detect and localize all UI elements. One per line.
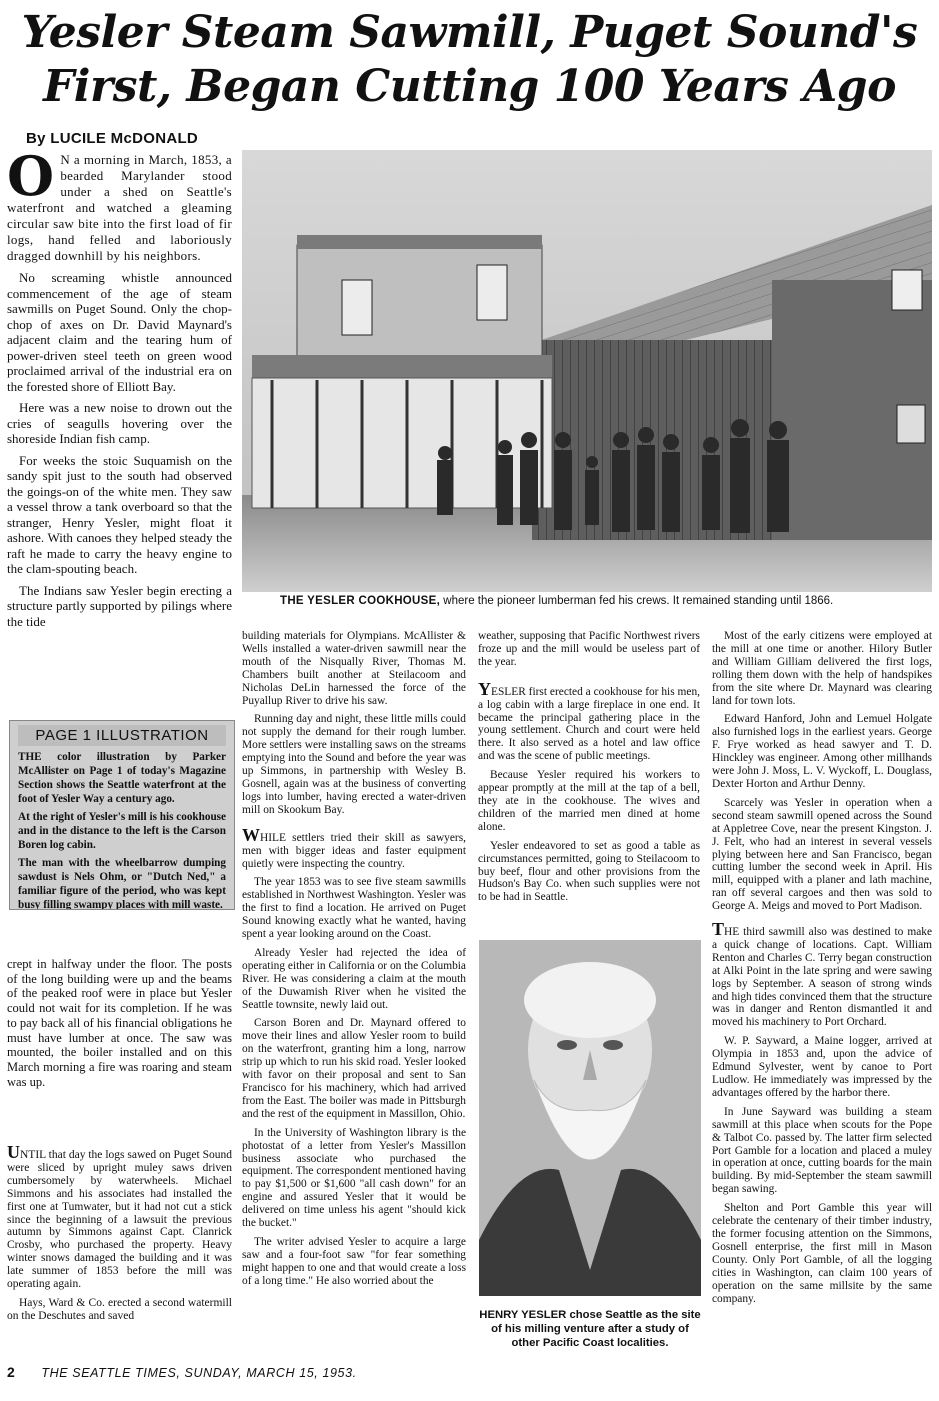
article-paragraph: For weeks the stoic Suquamish on the sandy spit just to the south had observed the goings-on of the white men. They saw a vessel throw a tank overboard so that the stranger, Henry Yesler, might float it ashore. With canoes they helped steady the raft he made to carry the heavy engine to the clam-spouting beach.: [7, 452, 232, 576]
box-title: PAGE 1 ILLUSTRATION: [18, 725, 226, 746]
article-paragraph: The writer advised Yesler to acquire a large saw and a four-foot saw "for fear something might happen to one and that would create a loss of a long time." He also worried about the: [242, 1235, 466, 1287]
lead-paragraph: [7, 144, 232, 264]
yesler-portrait-photo: [479, 940, 701, 1296]
article-paragraph: The Indians saw Yesler begin erecting a structure partly supported by pilings where the tide: [7, 582, 232, 629]
footer-dateline: THE SEATTLE TIMES, SUNDAY, MARCH 15, 1953.: [41, 1366, 357, 1380]
cookhouse-illustration: [242, 150, 932, 592]
article-paragraph: [712, 919, 932, 1029]
column-1: [7, 144, 232, 635]
column-2: [242, 630, 466, 1294]
box-paragraph: THE color illustration by Parker McAllister on Page 1 of today's Magazine Section shows the Seattle waterfront at the foot of Yesler Way a century ago.: [18, 751, 226, 805]
column-4: [712, 630, 932, 1311]
box-paragraph: At the right of Yesler's mill is his cookhouse and in the distance to the left is the Carson Boren log cabin.: [18, 811, 226, 851]
portrait-caption: HENRY YESLER chose Seattle as the site of his milling venture after a study of other Pacific Coast localities.: [479, 1309, 701, 1349]
article-paragraph: No screaming whistle announced commencement of the age of steam sawmills on Puget Sound. Only the chop-chop of axes on Dr. David Maynard's adjacent claim and the tearing hum of power-driven steel teeth on green wood proclaimed arrival of the industrial era on the forested shore of Elliott Bay.: [7, 270, 232, 394]
paragraph-text: NTIL that day the logs sawed on Puget Sound were sliced by upright muley saws driven cumbersomely by waterwheels. Michael Simmons and his associates had installed the first one at Tumwater, but it had not cut a stick since the beginning of a lawsuit the previous autumn by Simmons against Capt. Clanrick Crosby, who purchased the property. Heavy winter snows damaged the building and it was late summer of 1853 before the mill was operating again.: [7, 1149, 232, 1291]
article-paragraph: crept in halfway under the floor. The posts of the long building were up and the beams of the peaked roof were in place but Yesler could not wait for its completion. If he was to pay back all of his financial obligations he must have lumber at once. The saw was mounted, the boiler installed and on this March morning a fire was roaring and steam was up.: [7, 957, 232, 1089]
page-footer: [7, 1364, 357, 1380]
column-1-lower: [7, 1142, 232, 1329]
article-paragraph: W. P. Sayward, a Maine logger, arrived at Olympia in 1853 and, upon the advice of Edmund Sylvester, went by canoe to Port Ludlow. He immediately was impressed by the advantages offered by the harbor there.: [712, 1035, 932, 1099]
article-paragraph: Shelton and Port Gamble this year will celebrate the centenary of their timber industry, the former focusing attention on the Simmons, Gosnell enterprise, the first mill in Mason County. Only Port Gamble, of all the logging cities in Washington, can claim 100 years of operation on the same millsite by the same company.: [712, 1202, 932, 1305]
article-paragraph: [7, 1142, 232, 1291]
section-initial: T: [712, 919, 725, 940]
article-paragraph: The year 1853 was to see five steam sawmills established in Northwest Washington. Yesler was the first to find a location. He arrived on Puget Sound knowing exactly what he wanted, having spent a year looking around on the Coast.: [242, 876, 466, 941]
article-paragraph: weather, supposing that Pacific Northwest rivers froze up and the mill would be useless part of the year.: [478, 630, 700, 668]
paragraph-text: ESLER first erected a cookhouse for his men, a log cabin with a large fireplace in one end. It became the principal gathering place in the young settlement. Church and court were held there. It also served as a hotel and law office and was the scene of public meetings.: [478, 685, 700, 763]
column-3: [478, 630, 700, 910]
article-paragraph: In June Sayward was building a steam sawmill at this place when scouts for the Pope & Talbot Co. passed by. The latter firm selected Port Gamble for a location and placed a muley in operation at once, cutting boards for the main building. By mid-September the steam sawmill began sawing.: [712, 1105, 932, 1196]
article-paragraph: Already Yesler had rejected the idea of operating either in California or on the Columbia River. He was considering a claim at the mouth of the Duwamish River when he visited the Seattle townsite, newly laid out.: [242, 946, 466, 1011]
portrait-illustration: [479, 940, 701, 1296]
caption-text: where the pioneer lumberman fed his crews. It remained standing until 1866.: [440, 595, 834, 607]
page-number: 2: [7, 1364, 16, 1380]
cookhouse-caption: [280, 595, 920, 607]
paragraph-text: HE third sawmill also was destined to make a quick change of locations. Capt. William Renton and Charles C. Terry began construction at Alki Point in the late spring and were sawing logs by September. A season of strong winds and high tides convinced them that the structure was in danger and Renton dismantled it and moved his machinery to Port Orchard.: [712, 926, 932, 1029]
article-paragraph: Here was a new noise to drown out the cries of seagulls hovering over the shoreside Indian fish camp.: [7, 400, 232, 446]
article-paragraph: Scarcely was Yesler in operation when a second steam sawmill opened across the Sound at Appletree Cove, near the present Kingston. J. J. Felt, who had an interest in several vessels plying between here and San Francisco, began cutting lumber the second week in April. His mill, equipped with a planer and lath machine, ran off several cargoes and then was sold to George A. Meigs and moved to Port Madison.: [712, 796, 932, 913]
page-1-illustration-box: [9, 720, 235, 910]
article-paragraph: Edward Hanford, John and Lemuel Holgate also furnished logs in the earliest years. George F. Frye worked as head sawyer and T. D. Hinckley was engineer. Among other millhands were John J. Moss, L. V. Wyckoff, L. Douglass, Dexter Horton and Arthur Denny.: [712, 713, 932, 790]
article-paragraph: Most of the early citizens were employed at the mill at one time or another. Hilory Butler and William Gilliam delivered the first logs, rolling them down with the help of handspikes from the site where Dr. Maynard was clearing land for town lots.: [712, 630, 932, 707]
article-paragraph: building materials for Olympians. McAllister & Wells installed a water-driven sawmill near the mouth of the Nisqually River, Thomas M. Chambers built another at Steilacoom and Nicholas DeLin harnessed the force of the Puyallup River to drive his saw.: [242, 630, 466, 707]
headline: Yesler Steam Sawmill, Puget Sound's First, Began Cutting 100 Years Ago: [21, 7, 918, 112]
lead-text: N a morning in March, 1853, a bearded Marylander stood under a shed on Seattle's waterfront and watched a gleaming circular saw bite into the first load of fir logs, hand felled and laboriously dragged downhill by his neighbors.: [7, 152, 232, 263]
byline: By LUCILE McDONALD: [26, 130, 199, 147]
caption-lead: THE YESLER COOKHOUSE,: [280, 595, 441, 607]
article-paragraph: Yesler endeavored to set as good a table as circumstances permitted, going to Steilacoom to buy beef, flour and other provisions from the Hudson's Bay Co. when such supplies were not to be had in Seattle.: [478, 839, 700, 904]
article-paragraph: [242, 824, 466, 871]
paragraph-text: HILE settlers tried their skill as sawyers, men with bigger ideas and faster equipment quietly were inspecting the country.: [242, 831, 466, 870]
article-paragraph: Because Yesler required his workers to appear promptly at the mill at the tap of a bell, they ate in the cookhouse. The wives and children of the married men dined at home alone.: [478, 769, 700, 833]
column-1-continued: [7, 957, 232, 1095]
cookhouse-photo: [242, 150, 932, 592]
article-paragraph: [478, 678, 700, 763]
section-initial: U: [7, 1142, 20, 1162]
section-initial: W: [242, 824, 260, 845]
article-paragraph: Carson Boren and Dr. Maynard offered to move their lines and allow Yesler room to build on the waterfront, granting him a long, narrow strip up which to run his skid road. Yesler looked with favor on their proposal and sent to San Francisco for his machinery, which had arrived from the East. The boiler was made in Pittsburgh and the rest of the equipment in Massillon, Ohio.: [242, 1017, 466, 1120]
article-paragraph: Hays, Ward & Co. erected a second watermill on the Deschutes and saved: [7, 1296, 232, 1322]
drop-cap: O: [7, 144, 55, 208]
article-paragraph: Running day and night, these little mills could not supply the demand for their rough lumber. More settlers were installing saws on the streams emptying into the Sound and before the year was up Simmons, in partnership with Wesley B. Gosnell, again was at the business of converting logs into lumber, having erected a water-driven mill on Skookum Bay.: [242, 713, 466, 816]
section-initial: Y: [478, 678, 491, 699]
article-paragraph: In the University of Washington library is the photostat of a letter from Yesler's Massillon business associate who purchased the equipment. The correspondent mentioned having to pay $1,500 or $1,600 "all cash down" for an engine and assured Yesler that it would be delivered on time unless his agent "should kick the bucket.": [242, 1126, 466, 1230]
box-paragraph: The man with the wheelbarrow dumping sawdust is Nels Ohm, or "Dutch Ned," a familiar figure of the period, who was kept busy filling swampy places with mill waste.: [18, 857, 226, 910]
